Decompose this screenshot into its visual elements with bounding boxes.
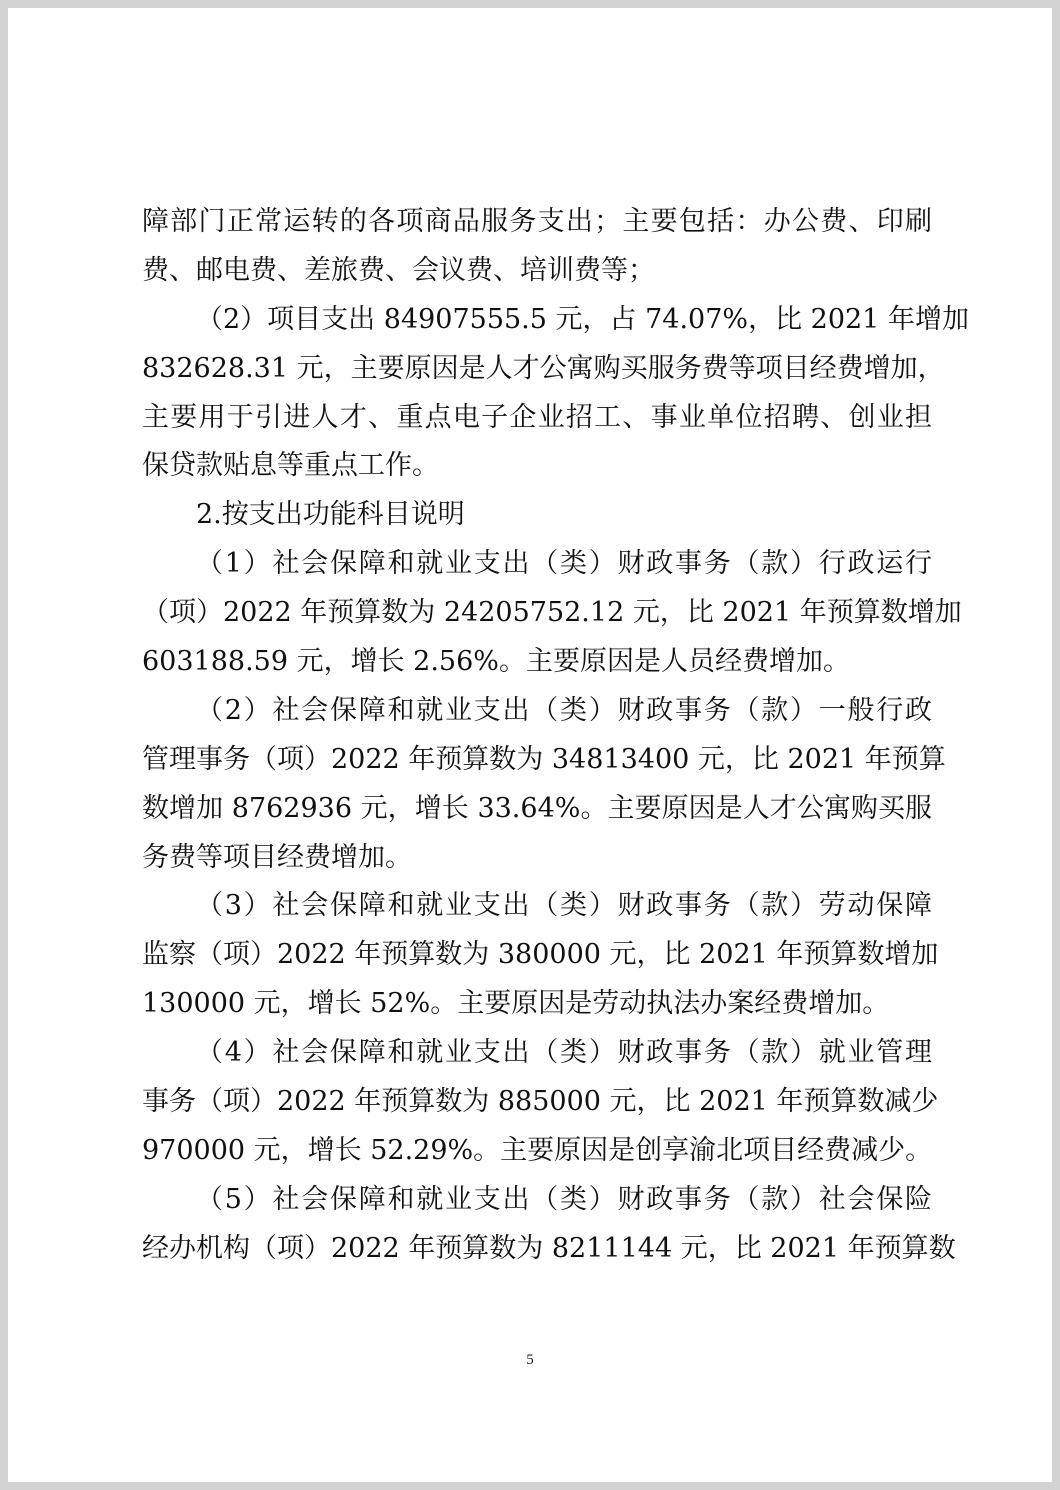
text-line: 603188.59 元，增长 2.56%。主要原因是人员经费增加。: [142, 646, 850, 678]
text-line: 障部门正常运转的各项商品服务支出；主要包括：办公费、印刷: [142, 206, 932, 237]
text-line: 数增加 8762936 元，增长 33.64%。主要原因是人才公寓购买服: [142, 792, 932, 824]
text-line: 970000 元，增长 52.29%。主要原因是创享渝北项目经费减少。: [142, 1134, 933, 1166]
page-number: 5: [526, 1352, 534, 1368]
text-line: （项）2022 年预算数为 24205752.12 元，比 2021 年预算数增加: [142, 597, 962, 629]
text-line: 经办机构（项）2022 年预算数为 8211144 元，比 2021 年预算数: [142, 1232, 956, 1264]
text-line: 保贷款贴息等重点工作。: [142, 450, 439, 482]
text-line: （2）项目支出 84907555.5 元，占 74.07%，比 2021 年增加: [196, 303, 969, 335]
text-line: （3）社会保障和就业支出（类）财政事务（款）劳动保障: [196, 890, 932, 922]
text-line: 832628.31 元，主要原因是人才公寓购买服务费等项目经费增加，: [142, 352, 945, 384]
text-line: （2）社会保障和就业支出（类）财政事务（款）一般行政: [196, 694, 932, 726]
text-line: 管理事务（项）2022 年预算数为 34813400 元，比 2021 年预算: [142, 743, 946, 775]
text-line: 事务（项）2022 年预算数为 885000 元，比 2021 年预算数减少: [142, 1086, 939, 1118]
text-line: （5）社会保障和就业支出（类）财政事务（款）社会保险: [196, 1183, 932, 1215]
section-heading: 2.按支出功能科目说明: [196, 499, 465, 531]
text-line: 费、邮电费、差旅费、会议费、培训费等；: [142, 254, 655, 286]
text-line: （4）社会保障和就业支出（类）财政事务（款）就业管理: [196, 1037, 932, 1069]
document-body: [142, 198, 969, 1274]
text-line: 130000 元，增长 52%。主要原因是劳动执法办案经费增加。: [142, 988, 890, 1020]
text-line: 主要用于引进人才、重点电子企业招工、事业单位招聘、创业担: [142, 401, 932, 433]
text-line: 监察（项）2022 年预算数为 380000 元，比 2021 年预算数增加: [142, 939, 939, 971]
text-line: 务费等项目经费增加。: [142, 841, 412, 873]
text-line: （1）社会保障和就业支出（类）财政事务（款）行政运行: [196, 548, 932, 580]
